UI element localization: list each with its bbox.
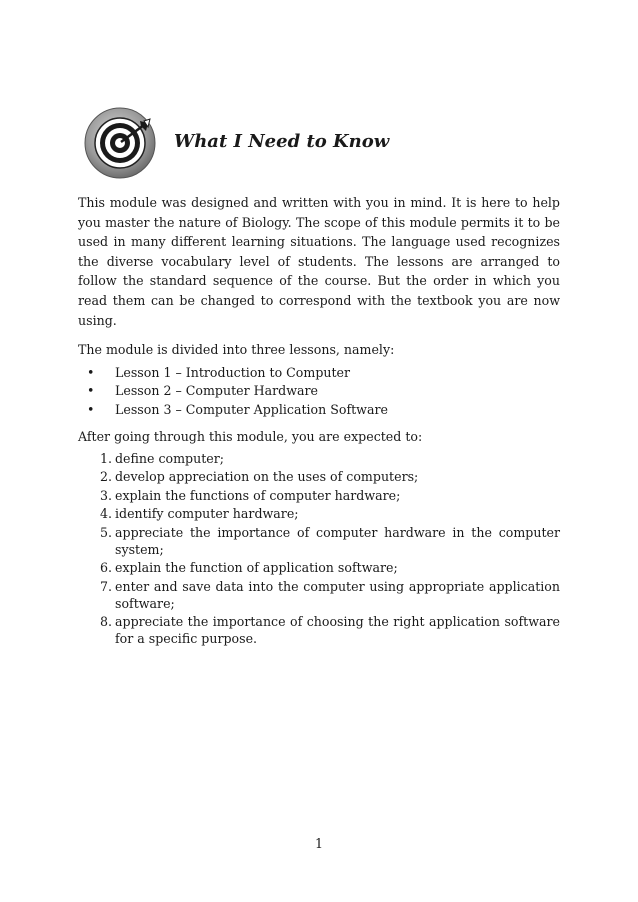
objectives-list <box>78 450 560 648</box>
objective-item: 6. explain the function of application software; <box>100 560 398 576</box>
target-icon <box>84 107 156 179</box>
lesson-item: • Lesson 2 – Computer Hardware <box>78 382 560 401</box>
objective-item: 4. identify computer hardware; <box>100 506 299 522</box>
section-title: What I Need to Know <box>174 131 390 152</box>
intro-paragraph: This module was designed and written with you in mind. It is here to help you master the nature of Biology. The scope of this module permits it to be used in many different learning situations. The language used recognizes the diverse vocabulary level of students. The lessons are arranged to follow the standard sequence of the course. But the order in which you read them can be changed to correspond with the textbook you are now using. <box>78 195 560 328</box>
module-content <box>78 193 560 649</box>
lessons-list <box>78 364 560 420</box>
objective-item: 3. explain the functions of computer hardware; <box>100 487 401 503</box>
page-number: 1 <box>314 836 323 851</box>
lesson-item: • Lesson 1 – Introduction to Computer <box>78 364 560 383</box>
objective-item: 8. appreciate the importance of choosing the right application software for a specific purpose. <box>100 614 560 647</box>
lessons-intro: The module is divided into three lessons, namely: <box>78 342 395 358</box>
bullet-icon: • <box>87 401 95 417</box>
bullet-icon: • <box>87 383 95 399</box>
objective-item: 5. appreciate the importance of computer hardware in the computer system; <box>100 524 560 557</box>
expected-intro: After going through this module, you are expected to: <box>78 429 423 445</box>
bullet-icon: • <box>87 364 95 380</box>
objective-item: 2. develop appreciation on the uses of computers; <box>100 469 419 485</box>
lesson-item: • Lesson 3 – Computer Application Software <box>78 401 560 420</box>
objective-item: 7. enter and save data into the computer using appropriate application software; <box>100 578 560 611</box>
objective-item: 1. define computer; <box>100 450 225 466</box>
